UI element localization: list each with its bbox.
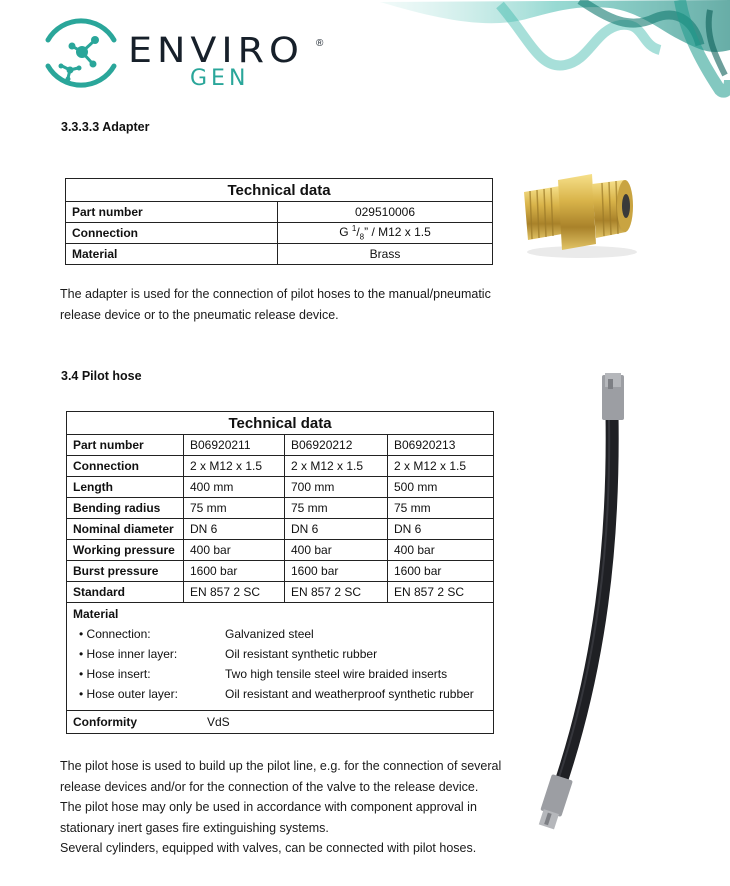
row-label: Part number (66, 202, 278, 223)
material-item-label: • Hose outer layer: (79, 687, 178, 701)
material-row (67, 603, 494, 711)
table-title: Technical data (66, 179, 493, 202)
list-item (73, 644, 487, 664)
description-line: release devices and/or for the connection of the valve to the release device. (60, 779, 479, 794)
material-item-value: Galvanized steel (225, 627, 314, 641)
row-value: EN 857 2 SC (184, 582, 285, 603)
table-row (66, 202, 493, 223)
description-line: The pilot hose may only be used in accordance with component approval in (60, 800, 477, 815)
list-item (73, 664, 487, 684)
molecule-logo-icon (38, 10, 124, 96)
row-label: Standard (67, 582, 184, 603)
row-value: 1600 bar (388, 561, 494, 582)
row-value: 75 mm (184, 498, 285, 519)
list-item (73, 624, 487, 644)
row-value: EN 857 2 SC (285, 582, 388, 603)
row-value: 029510006 (278, 202, 493, 223)
row-value: DN 6 (184, 519, 285, 540)
table-row (67, 435, 494, 456)
adapter-description: The adapter is used for the connection of pilot hoses to the manual/pneumatic release device or to the pneumatic release device. (60, 287, 491, 322)
material-item-label: • Hose insert: (79, 667, 151, 681)
row-value: 1600 bar (184, 561, 285, 582)
smoke-decoration-image (380, 0, 730, 100)
table-row (67, 561, 494, 582)
table-title: Technical data (67, 412, 494, 435)
material-item-value: Oil resistant synthetic rubber (225, 647, 378, 661)
adapter-technical-data-table (65, 178, 493, 265)
list-item (73, 684, 487, 704)
description-line: Several cylinders, equipped with valves, can be connected with pilot hoses. (60, 841, 477, 856)
row-value: B06920213 (388, 435, 494, 456)
row-value: DN 6 (285, 519, 388, 540)
row-label: Connection (66, 223, 278, 244)
table-row (67, 456, 494, 477)
row-value: 500 mm (388, 477, 494, 498)
row-label: Working pressure (67, 540, 184, 561)
material-label: Material (73, 607, 119, 621)
conformity-label: Conformity (73, 715, 137, 729)
row-value: G $^1/_8$” / M12 x 1.5 (278, 223, 493, 244)
row-value: 400 bar (184, 540, 285, 561)
brand-name: ENVIRO (128, 30, 304, 71)
table-row (67, 540, 494, 561)
table-row (67, 498, 494, 519)
row-value: 700 mm (285, 477, 388, 498)
row-value: DN 6 (388, 519, 494, 540)
material-list (73, 624, 487, 704)
row-value: 400 bar (285, 540, 388, 561)
row-label: Material (66, 244, 278, 265)
pilot-hose-photo (530, 365, 640, 840)
conformity-value: VdS (207, 715, 230, 729)
row-value: 75 mm (388, 498, 494, 519)
section-heading-adapter: 3.3.3.3 Adapter (61, 120, 150, 134)
section-heading-pilot-hose: 3.4 Pilot hose (61, 369, 142, 383)
material-item-value: Oil resistant and weatherproof synthetic rubber (225, 687, 474, 701)
conformity-row (67, 711, 494, 734)
material-item-label: • Hose inner layer: (79, 647, 178, 661)
row-value: Brass (278, 244, 493, 265)
description-line: stationary inert gases fire extinguishing systems. (60, 820, 329, 835)
pilot-hose-description (60, 756, 530, 859)
table-row (67, 519, 494, 540)
table-row (67, 477, 494, 498)
brass-adapter-photo (512, 154, 652, 262)
table-row (66, 223, 493, 244)
material-item-label: • Connection: (79, 627, 151, 641)
row-value: 400 bar (388, 540, 494, 561)
row-value: B06920211 (184, 435, 285, 456)
description-line: The pilot hose is used to build up the pilot line, e.g. for the connection of several (60, 759, 502, 773)
material-item-value: Two high tensile steel wire braided inserts (225, 667, 448, 681)
row-label: Nominal diameter (67, 519, 184, 540)
row-value: 75 mm (285, 498, 388, 519)
row-label: Part number (67, 435, 184, 456)
row-value: 2 x M12 x 1.5 (184, 456, 285, 477)
row-label: Bending radius (67, 498, 184, 519)
row-label: Length (67, 477, 184, 498)
registered-mark: ® (316, 38, 324, 49)
row-value: EN 857 2 SC (388, 582, 494, 603)
row-label: Connection (67, 456, 184, 477)
row-value: B06920212 (285, 435, 388, 456)
row-label: Burst pressure (67, 561, 184, 582)
row-value: 2 x M12 x 1.5 (388, 456, 494, 477)
brand-subname: GEN (190, 66, 250, 91)
table-row (66, 244, 493, 265)
row-value: 400 mm (184, 477, 285, 498)
table-row (67, 582, 494, 603)
row-value: 1600 bar (285, 561, 388, 582)
row-value: 2 x M12 x 1.5 (285, 456, 388, 477)
pilot-hose-technical-data-table (66, 411, 494, 734)
